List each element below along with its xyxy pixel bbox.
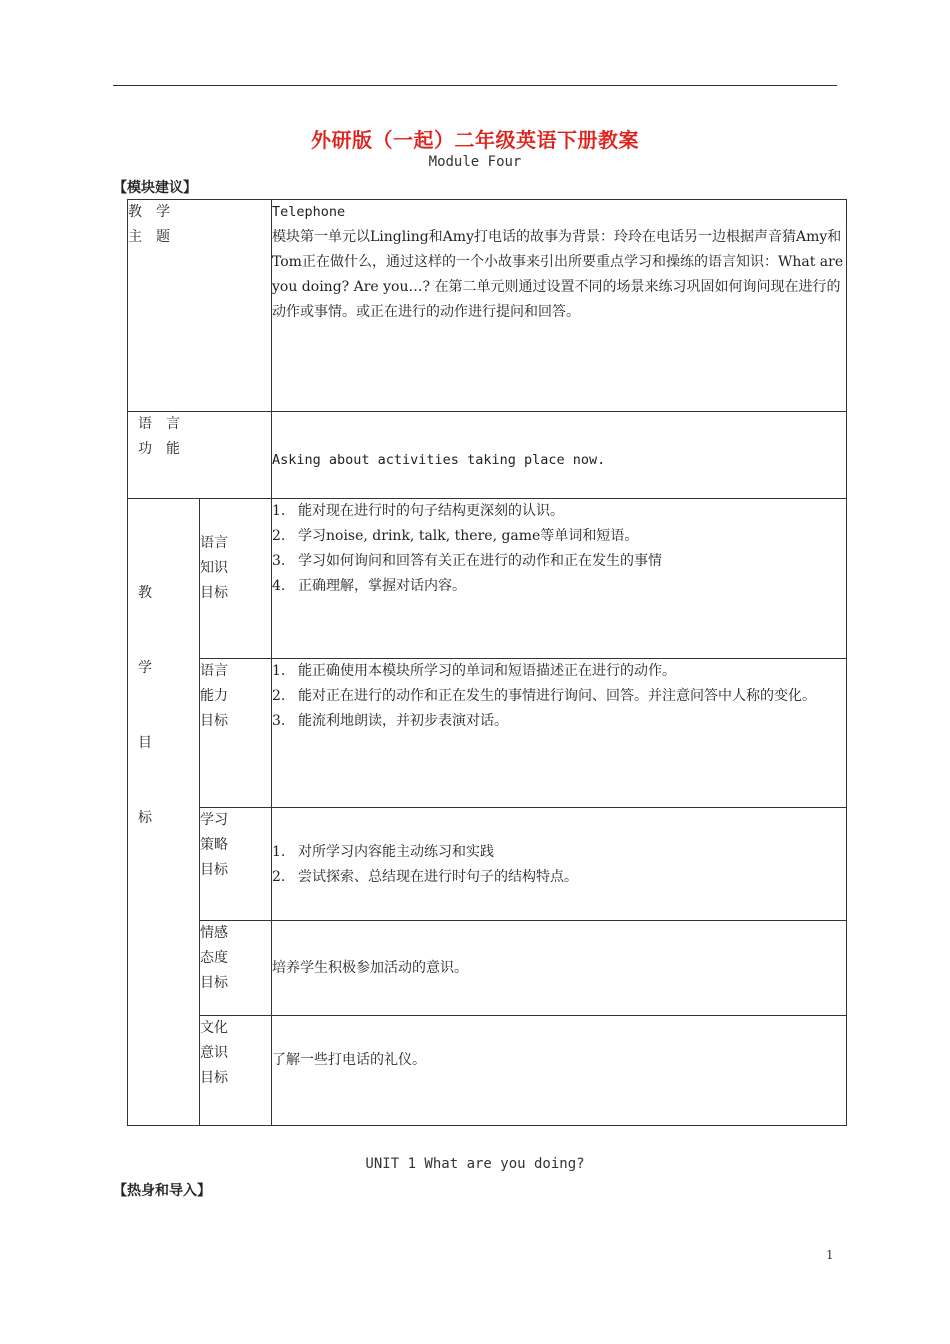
row-emotion bbox=[128, 921, 847, 1016]
ability-label-1: 语言 bbox=[200, 663, 228, 679]
knowledge-label-1: 语言 bbox=[200, 535, 228, 551]
function-label-line1: 语 言 bbox=[138, 416, 180, 432]
objectives-char-3: 目 bbox=[138, 735, 152, 751]
ability-item-2: 能对正在进行的动作和正在发生的事情进行询问、回答。并注意问答中人称的变化。 bbox=[298, 688, 816, 704]
list-item: 3. 学习如何询问和回答有关正在进行的动作和正在发生的事情 bbox=[272, 553, 662, 569]
list-item: 3. 能流利地朗读，并初步表演对话。 bbox=[272, 713, 508, 729]
row-ability bbox=[128, 659, 847, 808]
culture-label-1: 文化 bbox=[200, 1020, 228, 1036]
module-subtitle: Module Four bbox=[428, 154, 522, 170]
list-item: 2. 尝试探索、总结现在进行时句子的结构特点。 bbox=[272, 869, 578, 885]
list-item: 4. 正确理解，掌握对话内容。 bbox=[272, 578, 466, 594]
strategy-label-cell bbox=[200, 808, 272, 921]
row-function bbox=[128, 412, 847, 499]
ability-list bbox=[272, 659, 846, 734]
strategy-label-1: 学习 bbox=[200, 812, 228, 828]
section-warmup: 【热身和导入】 bbox=[113, 1183, 211, 1199]
ability-label-3: 目标 bbox=[200, 713, 228, 729]
emotion-label-2: 态度 bbox=[200, 950, 228, 966]
ability-content-cell bbox=[272, 659, 847, 808]
function-label-cell bbox=[128, 412, 272, 499]
ability-item-3: 能流利地朗读，并初步表演对话。 bbox=[298, 713, 508, 729]
objectives-char-1: 教 bbox=[138, 585, 152, 601]
topic-heading: Telephone bbox=[272, 204, 346, 220]
page-number: 1 bbox=[826, 1248, 834, 1262]
strategy-item-2: 尝试探索、总结现在进行时句子的结构特点。 bbox=[298, 869, 578, 885]
knowledge-item-1: 能对现在进行时的句子结构更深刻的认识。 bbox=[298, 503, 564, 519]
culture-label-2: 意识 bbox=[200, 1045, 228, 1061]
strategy-content-cell bbox=[272, 808, 847, 921]
culture-content-cell: 了解一些打电话的礼仪。 bbox=[272, 1016, 847, 1126]
ability-label-cell bbox=[200, 659, 272, 808]
knowledge-label-cell bbox=[200, 499, 272, 659]
culture-label-3: 目标 bbox=[200, 1070, 228, 1086]
knowledge-label-3: 目标 bbox=[200, 585, 228, 601]
document-title: 外研版（一起）二年级英语下册教案 bbox=[311, 128, 639, 152]
list-item: 2. 学习noise, drink, talk, there, game等单词和短语。 bbox=[272, 528, 639, 544]
emotion-label-1: 情感 bbox=[200, 925, 228, 941]
strategy-label-3: 目标 bbox=[200, 862, 228, 878]
knowledge-content-cell bbox=[272, 499, 847, 659]
objectives-char-2: 学 bbox=[138, 660, 152, 676]
list-item: 1. 能对现在进行时的句子结构更深刻的认识。 bbox=[272, 503, 564, 519]
row-strategy bbox=[128, 808, 847, 921]
ability-item-1: 能正确使用本模块所学习的单词和短语描述正在进行的动作。 bbox=[298, 663, 676, 679]
objectives-char-4: 标 bbox=[138, 810, 152, 826]
topic-label-line1: 教 学 bbox=[128, 204, 170, 220]
knowledge-item-2: 学习noise, drink, talk, there, game等单词和短语。 bbox=[298, 528, 639, 544]
strategy-list bbox=[272, 840, 846, 890]
list-item: 1. 对所学习内容能主动练习和实践 bbox=[272, 844, 494, 860]
topic-label-line2: 主 题 bbox=[128, 229, 170, 245]
lesson-plan-table bbox=[127, 199, 847, 1126]
topic-content-cell bbox=[272, 200, 847, 412]
emotion-label-cell bbox=[200, 921, 272, 1016]
objectives-label-cell bbox=[128, 499, 200, 1126]
knowledge-label-2: 知识 bbox=[200, 560, 228, 576]
row-culture bbox=[128, 1016, 847, 1126]
emotion-content-cell: 培养学生积极参加活动的意识。 bbox=[272, 921, 847, 1016]
list-item: 1. 能正确使用本模块所学习的单词和短语描述正在进行的动作。 bbox=[272, 663, 676, 679]
strategy-item-1: 对所学习内容能主动练习和实践 bbox=[298, 844, 494, 860]
function-label-line2: 功 能 bbox=[138, 441, 180, 457]
section-module-advice: 【模块建议】 bbox=[113, 180, 197, 196]
function-content-cell: Asking about activities taking place now. bbox=[272, 412, 847, 499]
unit-title: UNIT 1 What are you doing? bbox=[365, 1156, 585, 1172]
topic-body: 模块第一单元以Lingling和Amy打电话的故事为背景：玲玲在电话另一边根据声音猜Amy和Tom正在做什么，通过这样的一个小故事来引出所要重点学习和操练的语言知识：What are you doing? Are you…? 在第二单元则通过设置不同的场景来练习巩固如何询问现在进行的动作或事情。或正在进行的动作进行提问和回答。 bbox=[272, 229, 844, 320]
row-knowledge bbox=[128, 499, 847, 659]
list-item: 2. 能对正在进行的动作和正在发生的事情进行询问、回答。并注意问答中人称的变化。 bbox=[272, 688, 816, 704]
knowledge-item-3: 学习如何询问和回答有关正在进行的动作和正在发生的事情 bbox=[298, 553, 662, 569]
ability-label-2: 能力 bbox=[200, 688, 228, 704]
knowledge-list bbox=[272, 499, 846, 599]
emotion-label-3: 目标 bbox=[200, 975, 228, 991]
strategy-label-2: 策略 bbox=[200, 837, 228, 853]
row-topic bbox=[128, 200, 847, 412]
culture-label-cell bbox=[200, 1016, 272, 1126]
topic-label-cell bbox=[128, 200, 272, 412]
header-rule bbox=[113, 85, 837, 86]
knowledge-item-4: 正确理解，掌握对话内容。 bbox=[298, 578, 466, 594]
